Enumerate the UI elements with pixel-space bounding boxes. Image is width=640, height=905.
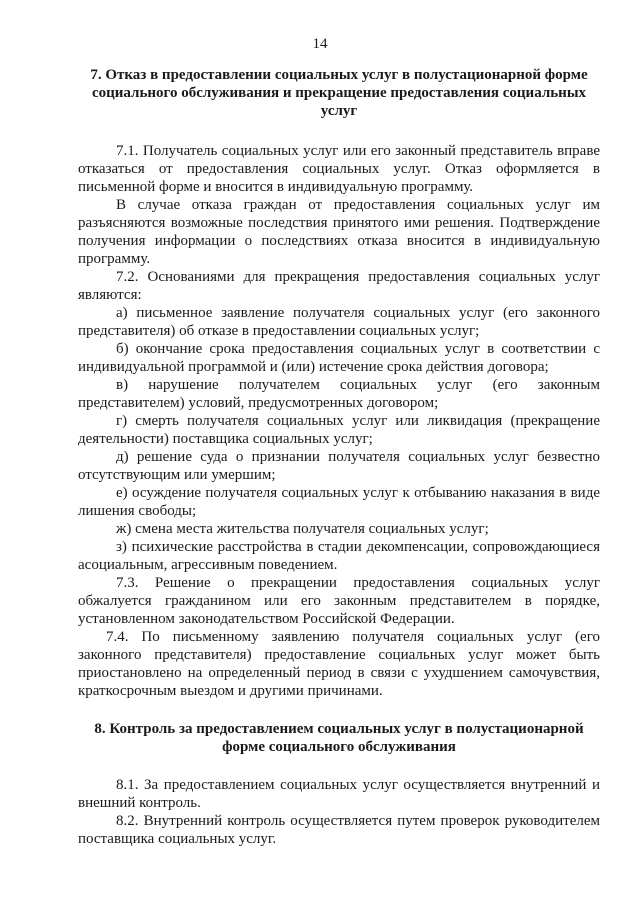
- paragraph-7-4: 7.4. По письменному заявлению получателя социальных услуг (его законного представителя) предоставление социальных услуг может быть приостановлено на определенный период в связи с ухудшением самочувствия, краткосрочным выездом и другими причинами.: [78, 629, 600, 699]
- paragraph-8-1: 8.1. За предоставлением социальных услуг осуществляется внутренний и внешний контроль.: [78, 777, 600, 811]
- page-number: 14: [312, 36, 328, 52]
- paragraph-7-1: 7.1. Получатель социальных услуг или его законный представитель вправе отказаться от предоставления социальных услуг. Отказ оформляется в письменной форме и вносится в индивидуальную программу.: [78, 143, 600, 195]
- paragraph-7-3: 7.3. Решение о прекращении предоставления социальных услуг обжалуется гражданином или его законным представителем в порядке, установленном законодательством Российской Федерации.: [78, 575, 600, 627]
- list-item-b: б) окончание срока предоставления социальных услуг в соответствии с индивидуальной программой и (или) истечение срока действия договора;: [78, 341, 600, 375]
- list-item-v: в) нарушение получателем социальных услуг (его законным представителем) условий, предусмотренных договором;: [78, 377, 600, 411]
- paragraph-7-2: 7.2. Основаниями для прекращения предоставления социальных услуг являются:: [78, 269, 600, 303]
- paragraph-8-2: 8.2. Внутренний контроль осуществляется путем проверок руководителем поставщика социальных услуг.: [78, 813, 600, 847]
- list-item-d: д) решение суда о признании получателя социальных услуг безвестно отсутствующим или умершим;: [78, 449, 600, 483]
- list-item-e: е) осуждение получателя социальных услуг к отбыванию наказания в виде лишения свободы;: [78, 485, 600, 519]
- list-item-z: з) психические расстройства в стадии декомпенсации, сопровождающиеся асоциальным, агрессивным поведением.: [78, 539, 600, 573]
- list-item-zh: ж) смена места жительства получателя социальных услуг;: [116, 521, 489, 537]
- list-item-a: а) письменное заявление получателя социальных услуг (его законного представителя) об отказе в предоставлении социальных услуг;: [78, 305, 600, 339]
- paragraph-refusal-consequences: В случае отказа граждан от предоставления социальных услуг им разъясняются возможные последствия принятого ими решения. Подтверждение получения информации о последствиях отказа вносится в индивидуальную программу.: [78, 197, 600, 267]
- document-body: [78, 66, 600, 848]
- section-7-heading: 7. Отказ в предоставлении социальных услуг в полустационарной форме социального обслуживания и прекращение предоставления социальных услуг: [90, 67, 588, 119]
- section-8-heading: 8. Контроль за предоставлением социальных услуг в полустационарной форме социального обслуживания: [94, 721, 584, 755]
- list-item-g: г) смерть получателя социальных услуг или ликвидация (прекращение деятельности) поставщика социальных услуг;: [78, 413, 600, 447]
